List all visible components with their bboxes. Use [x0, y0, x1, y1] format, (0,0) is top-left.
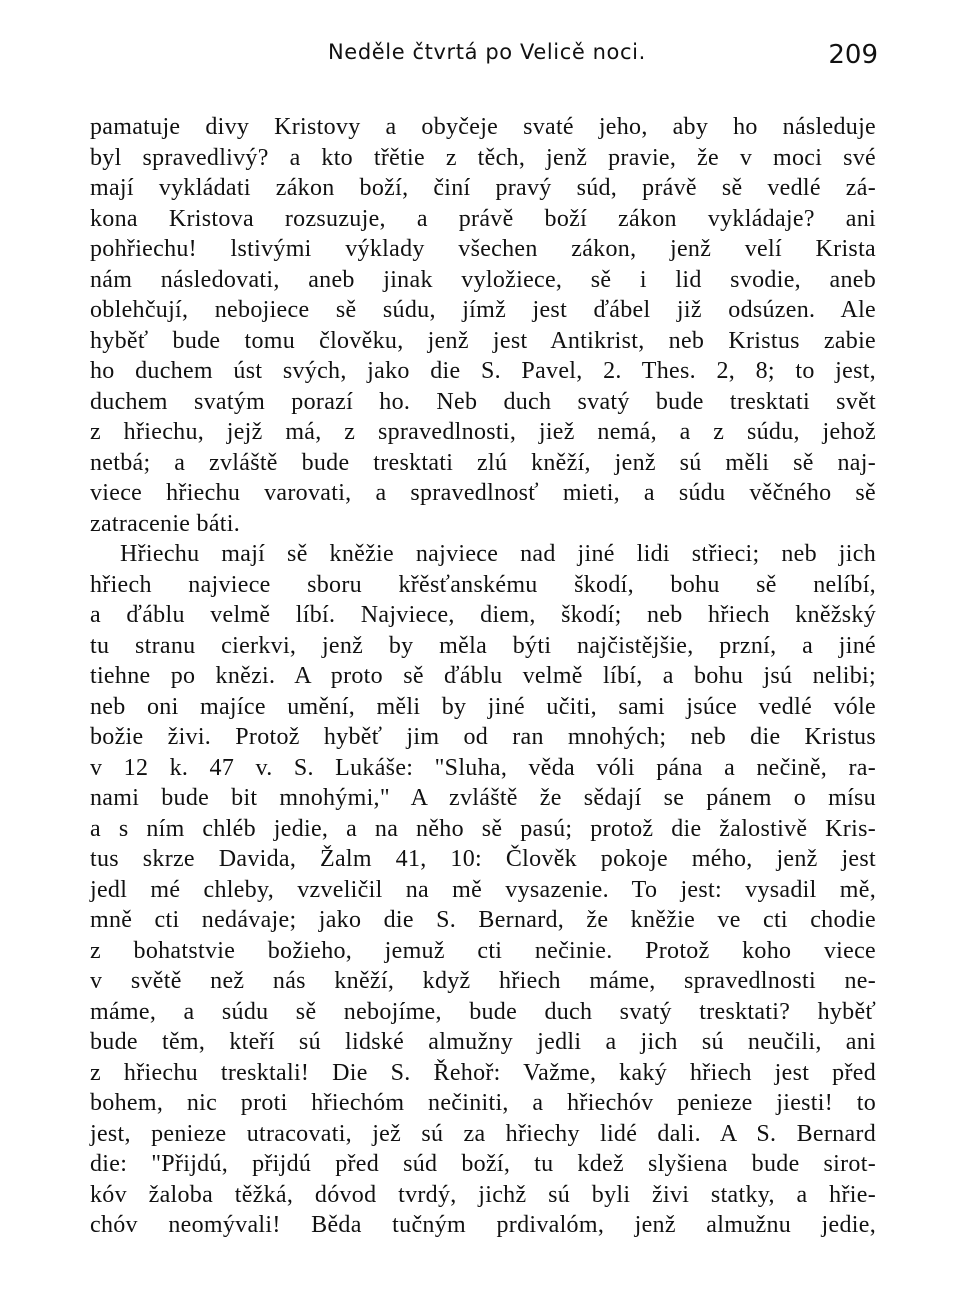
text-line: viece hřiechu varovati, a spravedlnosť mieti, a súdu věčného sě	[90, 480, 876, 506]
text-line: mně cti nedávaje; jako die S. Bernard, že kněžie ve cti chodie	[90, 907, 876, 933]
text-line: jest, penieze utracovati, jež sú za hřiechy lidé dali. A S. Bernard	[90, 1120, 876, 1147]
text-line: v 12 k. 47 v. S. Lukáše: "Sluha, věda vóli pána a nečině, ra-	[90, 754, 876, 781]
text-line: jedl mé chleby, vzveličil na mě vysazenie. To jest: vysadil mě,	[90, 876, 876, 903]
text-line: byl spravedlivý? a kto třětie z těch, jenž pravie, že v moci své	[90, 144, 876, 171]
text-line: božie živi. Protož hyběť jim od ran mnohých; neb die Kristus	[90, 724, 876, 750]
text-line: kóv žaloba těžká, dóvod tvrdý, jichž sú byli živi statky, a hřie-	[90, 1181, 876, 1208]
text-line: z hřiechu tresktali! Die S. Řehoř: Važme, kaký hřiech jest před	[90, 1059, 876, 1086]
text-line: v světě než nás kněží, když hřiech máme, spravedlnosti ne-	[90, 968, 876, 994]
text-line: bohem, nic proti hřiechóm nečiniti, a hřiechóv penieze jiesti! to	[90, 1090, 876, 1116]
text-line: hřiech najviece sboru křěsťanskému škodí, bohu sě nelíbí,	[90, 571, 876, 598]
text-line: pamatuje divy Kristovy a obyčeje svaté jeho, aby ho následuje	[90, 114, 876, 140]
paragraph-last-line: zatracenie báti.	[90, 510, 241, 537]
text-line: tus skrze Davida, Žalm 41, 10: Člověk pokoje mého, jenž jest	[90, 846, 876, 872]
text-line: z bohatstvie božieho, jemuž cti nečinie. Protož koho viece	[90, 937, 876, 964]
text-line: mají vykládati zákon boží, činí pravý súd, právě sě vedlé zá-	[90, 175, 876, 201]
text-line: a ďáblu velmě líbí. Najviece, diem, škodí; neb hřiech kněžský	[90, 602, 876, 628]
text-line: kona Kristova rozsuzuje, a právě boží zákon vykládaje? ani	[90, 205, 876, 232]
running-header-title: Neděle čtvrtá po Velicě noci.	[328, 40, 646, 64]
text-line: chóv neomývali! Běda tučným prdivalóm, jenž almužnu jedie,	[90, 1212, 876, 1238]
text-line: máme, a súdu sě nebojíme, bude duch svatý tresktati? hyběť	[90, 998, 876, 1025]
text-line: hyběť bude tomu člověku, jenž jest Antikrist, neb Kristus zabie	[90, 327, 876, 354]
body-text	[90, 112, 876, 1241]
text-line: netbá; a zvláště bude tresktati zlú kněží, jenž sú měli sě naj-	[90, 449, 876, 476]
text-line: z hřiechu, jejž má, z spravedlnosti, jiež nemá, a z súdu, jehož	[90, 419, 876, 445]
text-line: nám následovati, aneb jinak vyložiece, sě i lid svodie, aneb	[90, 266, 876, 293]
text-line: ho duchem úst svých, jako die S. Pavel, 2. Thes. 2, 8; to jest,	[90, 358, 876, 384]
page-number: 209	[828, 40, 878, 70]
text-line: nami bude bit mnohými," A zvláště že sědají se pánem o mísu	[90, 785, 876, 811]
text-line: a s ním chléb jedie, a na něho sě pasú; protož die žalostivě Kris-	[90, 815, 876, 842]
text-line: tu stranu cierkvi, jenž by měla býti najčistějšie, przní, a jiné	[90, 632, 876, 659]
text-line: pohřiechu! lstivými výklady všechen zákon, jenž velí Krista	[90, 236, 876, 262]
text-line: duchem svatým porazí ho. Neb duch svatý bude tresktati svět	[90, 388, 876, 415]
text-line: bude těm, kteří sú lidské almužny jedli a jich sú neučili, ani	[90, 1029, 876, 1055]
text-line: die: "Přijdú, přijdú před súd boží, tu kdež slyšiena bude sirot-	[90, 1151, 876, 1177]
text-line: tiehne po knězi. A proto sě ďáblu velmě líbí, a bohu jsú nelibi;	[90, 663, 876, 689]
paragraph-first-line: Hřiechu mají sě kněžie najviece nad jiné lidi střieci; neb jich	[120, 541, 876, 567]
text-line: neb oni majíce umění, měli by jiné učiti, sami jsúce vedlé vóle	[90, 693, 876, 720]
text-line: oblehčují, nebojiece sě súdu, jímž jest ďábel již odsúzen. Ale	[90, 297, 876, 323]
